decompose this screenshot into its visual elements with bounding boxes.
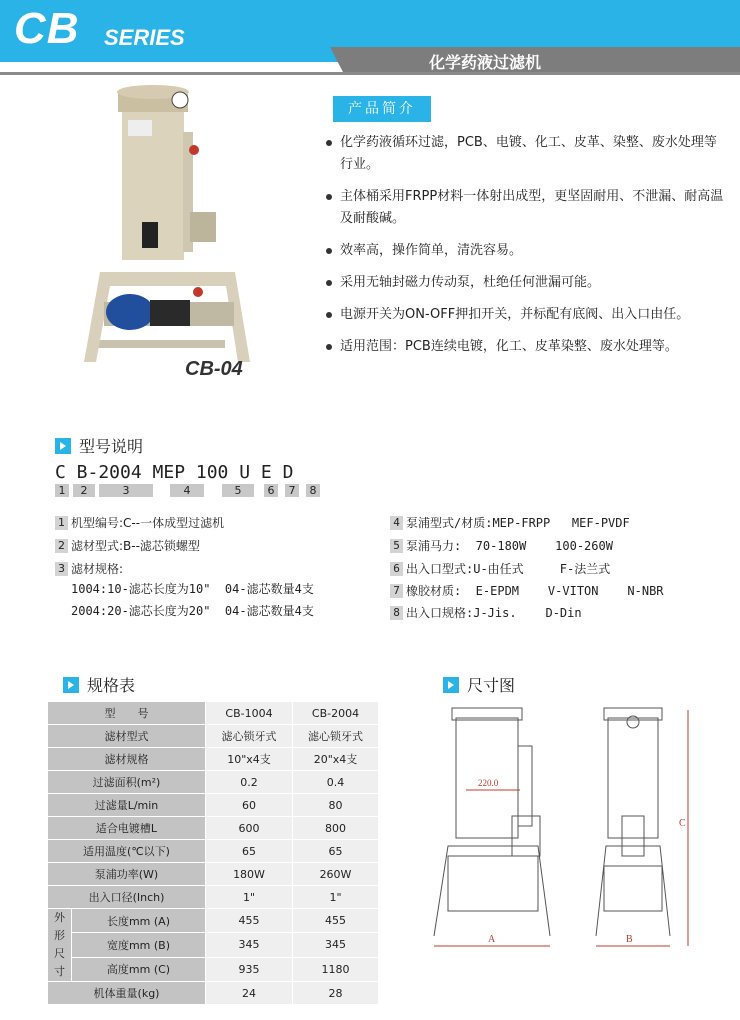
intro-tag: 产品简介 [333, 96, 431, 122]
code-index: 1 [55, 484, 69, 497]
code-index: 6 [264, 484, 278, 497]
model-spec-item: 1 机型编号:C--一体成型过滤机 [55, 514, 224, 531]
dim-label-a: A [488, 934, 496, 945]
dim-label-w: 220.0 [478, 778, 499, 788]
intro-item: 化学药液循环过滤，PCB、电镀、化工、皮革、染整、废水处理等行业。 [326, 132, 728, 176]
intro-item: 效率高，操作简单，清洗容易。 [326, 240, 728, 262]
section-drawing [443, 673, 515, 696]
intro-item: 采用无轴封磁力传动泵，杜绝任何泄漏可能。 [326, 272, 728, 294]
model-spec-item: 6 出入口型式:U-由任式 F-法兰式 [390, 560, 610, 577]
dim-label-b: B [626, 934, 633, 945]
table-row: 适用温度(℃以下) 65 65 [48, 840, 379, 863]
section-title: 规格表 [87, 676, 136, 695]
code-index: 8 [306, 484, 320, 497]
arrow-icon [63, 677, 79, 693]
dim-label-c: C [679, 818, 686, 829]
table-row: 宽度mm (B) 345 345 [48, 933, 379, 957]
code-index: 5 [222, 484, 254, 497]
model-spec-item: 8 出入口规格:J-Jis. D-Din [390, 604, 582, 621]
model-spec-item: 1004:10-滤芯长度为10" 04-滤芯数量4支 [71, 582, 314, 596]
model-spec-item: 3 滤材规格: [55, 560, 123, 577]
spec-table [47, 701, 379, 1005]
model-spec-item: 7 橡胶材质: E-EPDM V-VITON N-NBR [390, 582, 664, 599]
model-spec-item: 5 泵浦马力: 70-180W 100-260W [390, 537, 613, 554]
table-row: 滤材规格 10"x4支 20"x4支 [48, 748, 379, 771]
page-title: 化学药液过滤机 [428, 53, 541, 72]
code-index: 2 [73, 484, 95, 497]
table-row: 机体重量(kg) 24 28 [48, 982, 379, 1005]
code-index: 3 [99, 484, 153, 497]
arrow-icon [55, 438, 71, 454]
table-row: 高度mm (C) 935 1180 [48, 957, 379, 981]
table-row: 出入口径(Inch) 1" 1" [48, 886, 379, 909]
section-title: 型号说明 [79, 437, 144, 456]
table-row: 滤材型式 滤心锁牙式 滤心锁牙式 [48, 725, 379, 748]
intro-list [326, 132, 728, 368]
model-code: C B-2004 MEP 100 U E D [55, 462, 294, 483]
photo-caption: CB-04 [185, 358, 243, 380]
filter-machine-photo [70, 72, 280, 372]
table-row: 适合电镀槽L 600 800 [48, 817, 379, 840]
brand-cb: CB [14, 4, 80, 53]
model-spec-item: 2 滤材型式:B--滤芯锁螺型 [55, 537, 200, 554]
section-spec [63, 673, 135, 696]
section-title: 尺寸图 [467, 676, 516, 695]
arrow-icon [443, 677, 459, 693]
table-row: 过滤面积(m²) 0.2 0.4 [48, 771, 379, 794]
code-index: 7 [285, 484, 299, 497]
code-index: 4 [170, 484, 204, 497]
table-row: 泵浦功率(W) 180W 260W [48, 863, 379, 886]
intro-item: 适用范围：PCB连续电镀，化工、皮革染整、废水处理等。 [326, 336, 728, 358]
section-model [55, 434, 143, 457]
intro-item: 主体桶采用FRPP材料一体射出成型，更坚固耐用、不泄漏、耐高温及耐酸碱。 [326, 186, 728, 230]
table-row: 外形尺寸 长度mm (A) 455 455 [48, 909, 379, 933]
table-row: 型 号 CB-1004 CB-2004 [48, 702, 379, 725]
brand-series: SERIES [104, 25, 185, 50]
dimension-drawing [428, 706, 696, 956]
table-row: 过滤量L/min 60 80 [48, 794, 379, 817]
intro-item: 电源开关为ON-OFF押扣开关，并标配有底阀、出入口由任。 [326, 304, 728, 326]
model-spec-item: 4 泵浦型式/材质:MEP-FRPP MEF-PVDF [390, 514, 630, 531]
model-spec-item: 2004:20-滤芯长度为20" 04-滤芯数量4支 [71, 604, 314, 618]
